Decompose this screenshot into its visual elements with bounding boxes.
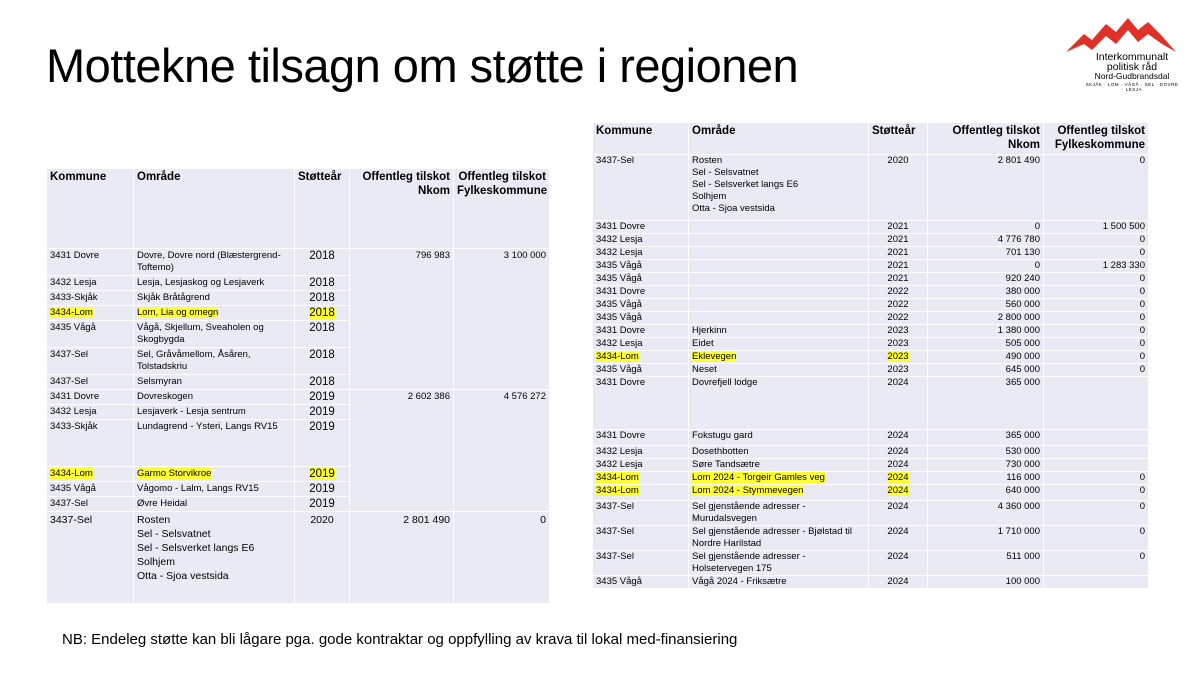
year-cell: 2018 (295, 291, 350, 306)
kommune-cell: 3437-Sel (593, 526, 689, 551)
year-cell: 2024 (869, 459, 928, 472)
table-row (593, 430, 1149, 446)
highlight-mark: 2018 (309, 307, 335, 319)
kommune-cell: 3435 Vågå (593, 364, 689, 377)
omrade-cell: Selsmyran (134, 375, 295, 390)
year-cell (869, 351, 928, 364)
omrade-cell (689, 247, 869, 260)
kommune-cell: 3437-Sel (593, 155, 689, 221)
kommune-cell (593, 351, 689, 364)
kommune-cell: 3437-Sel (593, 501, 689, 526)
year-cell: 2018 (295, 276, 350, 291)
kommune-cell: 3435 Vågå (47, 321, 134, 348)
omrade-cell (689, 260, 869, 273)
year-cell: 2020 (869, 155, 928, 221)
fylke-cell: 0 (1044, 351, 1149, 364)
kommune-cell: 3431 Dovre (593, 430, 689, 446)
table-row (593, 273, 1149, 286)
year-cell: 2018 (295, 348, 350, 375)
highlight-mark: Lom 2024 - Torgeir Gamles veg (692, 472, 825, 483)
fylke-cell (1044, 430, 1149, 446)
table-row (593, 485, 1149, 501)
fylke-cell (1044, 377, 1149, 430)
table-row (593, 260, 1149, 273)
omrade-cell (689, 312, 869, 325)
fylke-cell: 0 (1044, 551, 1149, 576)
area-line: Sel - Selsverket langs E6 (137, 542, 255, 554)
table-row (593, 247, 1149, 260)
nkom-cell: 2 801 490 (928, 155, 1044, 221)
kommune-cell: 3435 Vågå (47, 482, 134, 497)
logo-line-3: Nord-Gudbrandsdal (1094, 71, 1170, 81)
omrade-cell (134, 512, 295, 604)
grants-table-2018-2020 (46, 168, 550, 604)
year-cell: 2022 (869, 299, 928, 312)
fylke-cell: 0 (1044, 247, 1149, 260)
table-row (593, 501, 1149, 526)
highlight-mark: 3434-Lom (596, 472, 639, 483)
logo-line-4: SKJÅK · LOM · VÅGÅ · SEL · DOVRE · LESJA (1085, 82, 1179, 92)
fylke-cell: 0 (1044, 273, 1149, 286)
area-line: Sel - Selsvatnet (137, 528, 211, 540)
omrade-cell (689, 286, 869, 299)
nkom-cell: 701 130 (928, 247, 1044, 260)
omrade-cell (134, 467, 295, 482)
table-row (593, 364, 1149, 377)
year-cell: 2024 (869, 576, 928, 589)
omrade-cell (689, 299, 869, 312)
table-row (593, 338, 1149, 351)
year-cell: 2024 (869, 501, 928, 526)
nkom-cell: 490 000 (928, 351, 1044, 364)
kommune-cell: 3432 Lesja (47, 405, 134, 420)
fylke-cell: 3 100 000 (454, 249, 550, 390)
nkom-cell: 505 000 (928, 338, 1044, 351)
omrade-cell: Dovre, Dovre nord (Blæstergrend-Toftemo) (134, 249, 295, 276)
fylke-cell: 0 (1044, 286, 1149, 299)
nkom-cell: 0 (928, 260, 1044, 273)
omrade-cell: Vågå, Skjellum, Sveaholen og Skogbygda (134, 321, 295, 348)
omrade-cell: Neset (689, 364, 869, 377)
page-title: Mottekne tilsagn om støtte i regionen (46, 39, 799, 92)
table-body (593, 155, 1149, 589)
kommune-cell: 3431 Dovre (593, 377, 689, 430)
fylke-cell: 0 (1044, 501, 1149, 526)
highlight-mark: 3434-Lom (596, 351, 639, 362)
fylke-cell: 0 (1044, 155, 1149, 221)
year-cell: 2018 (295, 375, 350, 390)
fylke-cell: 1 500 500 (1044, 221, 1149, 234)
kommune-cell: 3435 Vågå (593, 312, 689, 325)
year-cell: 2024 (869, 446, 928, 459)
omrade-cell (134, 306, 295, 321)
col-header-omrade: Område (689, 123, 869, 155)
year-cell: 2022 (869, 312, 928, 325)
nkom-cell: 560 000 (928, 299, 1044, 312)
kommune-cell: 3433-Skjåk (47, 291, 134, 306)
omrade-cell: Sel gjenstående adresser - Holsetervegen 175 (689, 551, 869, 576)
kommune-cell: 3432 Lesja (593, 338, 689, 351)
kommune-cell: 3437-Sel (47, 497, 134, 512)
nkom-cell: 380 000 (928, 286, 1044, 299)
year-cell (869, 485, 928, 501)
kommune-cell: 3431 Dovre (593, 325, 689, 338)
logo-line-1: Interkommunalt (1095, 51, 1169, 63)
nkom-cell: 640 000 (928, 485, 1044, 501)
omrade-cell: Fokstugu gard (689, 430, 869, 446)
kommune-cell: 3435 Vågå (593, 260, 689, 273)
table-row (47, 512, 550, 604)
highlight-mark: 3434-Lom (50, 307, 93, 318)
nkom-cell: 365 000 (928, 377, 1044, 430)
table-row (593, 325, 1149, 338)
table-row (593, 221, 1149, 234)
fylke-cell (1044, 446, 1149, 459)
year-cell: 2024 (869, 551, 928, 576)
year-cell: 2024 (869, 430, 928, 446)
omrade-cell: Søre Tandsætre (689, 459, 869, 472)
area-line: Solhjem (692, 191, 727, 202)
omrade-cell: Lesja, Lesjaskog og Lesjaverk (134, 276, 295, 291)
fylke-cell: 0 (1044, 485, 1149, 501)
nkom-cell: 100 000 (928, 576, 1044, 589)
omrade-cell (689, 234, 869, 247)
omrade-cell: Vågå 2024 - Friksætre (689, 576, 869, 589)
highlight-mark: 2024 (887, 485, 909, 496)
omrade-cell (689, 472, 869, 485)
table-row (593, 446, 1149, 459)
table-row (593, 351, 1149, 364)
area-line: Solhjem (137, 556, 175, 568)
col-header-nkom: Offentleg tilskot Nkom (350, 169, 454, 249)
omrade-cell: Sel, Gråvåmellom, Åsåren, Tolstadskriu (134, 348, 295, 375)
year-cell: 2021 (869, 247, 928, 260)
kommune-cell: 3437-Sel (47, 348, 134, 375)
table-row (593, 234, 1149, 247)
omrade-cell: Lesjaverk - Lesja sentrum (134, 405, 295, 420)
area-line: Otta - Sjoa vestsida (137, 570, 229, 582)
col-header-omrade: Område (134, 169, 295, 249)
omrade-cell: Øvre Heidal (134, 497, 295, 512)
year-cell: 2019 (295, 390, 350, 405)
omrade-cell (689, 273, 869, 286)
col-header-nkom: Offentleg tilskot Nkom (928, 123, 1044, 155)
highlight-mark: Lom 2024 - Stymmevegen (692, 485, 804, 496)
highlight-mark: 3434-Lom (596, 485, 639, 496)
nkom-cell: 730 000 (928, 459, 1044, 472)
year-cell: 2021 (869, 234, 928, 247)
table-row (593, 576, 1149, 589)
fylke-cell: 0 (1044, 299, 1149, 312)
highlight-mark: 2023 (887, 351, 909, 362)
fylke-cell: 0 (1044, 312, 1149, 325)
area-line: Rosten (692, 155, 723, 166)
kommune-cell: 3432 Lesja (593, 446, 689, 459)
kommune-cell: 3437-Sel (593, 551, 689, 576)
omrade-cell: Lundagrend - Ysteri, Langs RV15 (134, 420, 295, 467)
table-header-row (593, 123, 1149, 155)
nkom-cell: 4 360 000 (928, 501, 1044, 526)
area-line: Sel - Selsvatnet (692, 167, 759, 178)
nkom-cell: 0 (928, 221, 1044, 234)
logo-line-2: politisk råd (1106, 61, 1158, 73)
fylke-cell: 0 (1044, 364, 1149, 377)
kommune-cell: 3435 Vågå (593, 576, 689, 589)
kommune-cell: 3432 Lesja (593, 459, 689, 472)
fylke-cell: 0 (1044, 526, 1149, 551)
table-row (47, 390, 550, 405)
nkom-cell: 2 800 000 (928, 312, 1044, 325)
highlight-mark: 2019 (309, 468, 335, 480)
nkom-cell: 796 983 (350, 249, 454, 390)
kommune-cell: 3432 Lesja (593, 247, 689, 260)
year-cell: 2019 (295, 405, 350, 420)
fylke-cell (1044, 576, 1149, 589)
nkom-cell: 2 801 490 (350, 512, 454, 604)
year-cell: 2019 (295, 482, 350, 497)
table-row (593, 459, 1149, 472)
omrade-cell (689, 221, 869, 234)
kommune-cell: 3431 Dovre (593, 286, 689, 299)
table-row (593, 472, 1149, 485)
nkom-cell: 2 602 386 (350, 390, 454, 512)
col-header-stottear: Støtteår (869, 123, 928, 155)
kommune-cell: 3435 Vågå (593, 273, 689, 286)
omrade-cell: Sel gjenstående adresser - Bjølstad til Nordre Harilstad (689, 526, 869, 551)
year-cell: 2021 (869, 221, 928, 234)
year-cell: 2023 (869, 325, 928, 338)
year-cell: 2021 (869, 260, 928, 273)
table-row (593, 526, 1149, 551)
kommune-cell: 3437-Sel (47, 512, 134, 604)
table-row (593, 551, 1149, 576)
table-body (47, 249, 550, 604)
kommune-cell: 3433-Skjåk (47, 420, 134, 467)
omrade-cell (689, 485, 869, 501)
kommune-cell (593, 485, 689, 501)
ipr-logo (1062, 14, 1180, 94)
year-cell: 2018 (295, 321, 350, 348)
nkom-cell: 511 000 (928, 551, 1044, 576)
fylke-cell: 1 283 330 (1044, 260, 1149, 273)
year-cell (295, 467, 350, 482)
table-row (593, 377, 1149, 430)
omrade-cell: Dovrefjell lodge (689, 377, 869, 430)
nkom-cell: 1 710 000 (928, 526, 1044, 551)
kommune-cell: 3431 Dovre (47, 390, 134, 405)
year-cell: 2020 (295, 512, 350, 604)
nkom-cell: 530 000 (928, 446, 1044, 459)
nkom-cell: 365 000 (928, 430, 1044, 446)
table-row (593, 286, 1149, 299)
year-cell: 2019 (295, 497, 350, 512)
nkom-cell: 1 380 000 (928, 325, 1044, 338)
table-row (593, 312, 1149, 325)
table-row (593, 299, 1149, 312)
col-header-fylke: Offentleg tilskot Fylkeskommune (1044, 123, 1149, 155)
kommune-cell: 3435 Vågå (593, 299, 689, 312)
highlight-mark: 3434-Lom (50, 468, 93, 479)
col-header-fylke: Offentleg tilskot Fylkeskommune (454, 169, 550, 249)
year-cell: 2019 (295, 420, 350, 467)
kommune-cell (47, 467, 134, 482)
omrade-cell: Skjåk Bråtågrend (134, 291, 295, 306)
kommune-cell (47, 306, 134, 321)
area-line: Sel - Selsverket langs E6 (692, 179, 799, 190)
year-cell: 2018 (295, 249, 350, 276)
omrade-cell: Vågomo - Lalm, Langs RV15 (134, 482, 295, 497)
year-cell: 2022 (869, 286, 928, 299)
omrade-cell: Eidet (689, 338, 869, 351)
kommune-cell: 3437-Sel (47, 375, 134, 390)
fylke-cell (1044, 459, 1149, 472)
year-cell: 2021 (869, 273, 928, 286)
kommune-cell: 3431 Dovre (593, 221, 689, 234)
year-cell (869, 472, 928, 485)
kommune-cell (593, 472, 689, 485)
col-header-kommune: Kommune (593, 123, 689, 155)
omrade-cell (689, 351, 869, 364)
fylke-cell: 0 (1044, 338, 1149, 351)
highlight-mark: Lom, Lia og omegn (137, 307, 219, 318)
omrade-cell: Hjerkinn (689, 325, 869, 338)
kommune-cell: 3432 Lesja (47, 276, 134, 291)
nkom-cell: 920 240 (928, 273, 1044, 286)
omrade-cell: Dovreskogen (134, 390, 295, 405)
fylke-cell: 4 576 272 (454, 390, 550, 512)
omrade-cell: Dosethbotten (689, 446, 869, 459)
mountain-logo-icon (1066, 14, 1176, 54)
fylke-cell: 0 (454, 512, 550, 604)
year-cell (295, 306, 350, 321)
table-header-row (47, 169, 550, 249)
nkom-cell: 4 776 780 (928, 234, 1044, 247)
table-row (593, 155, 1149, 221)
highlight-mark: Garmo Storvikroe (137, 468, 212, 479)
kommune-cell: 3432 Lesja (593, 234, 689, 247)
highlight-mark: Eklevegen (692, 351, 737, 362)
omrade-cell: Sel gjenstående adresser - Murudalsvegen (689, 501, 869, 526)
nkom-cell: 116 000 (928, 472, 1044, 485)
highlight-mark: 2024 (887, 472, 909, 483)
year-cell: 2024 (869, 377, 928, 430)
col-header-stottear: Støtteår (295, 169, 350, 249)
area-line: Rosten (137, 514, 171, 526)
nkom-cell: 645 000 (928, 364, 1044, 377)
fylke-cell: 0 (1044, 472, 1149, 485)
kommune-cell: 3431 Dovre (47, 249, 134, 276)
grants-table-2020-2024 (592, 122, 1149, 589)
col-header-kommune: Kommune (47, 169, 134, 249)
table-row (47, 249, 550, 276)
area-line: Otta - Sjoa vestsida (692, 203, 775, 214)
year-cell: 2024 (869, 526, 928, 551)
year-cell: 2023 (869, 364, 928, 377)
omrade-cell (689, 155, 869, 221)
fylke-cell: 0 (1044, 234, 1149, 247)
fylke-cell: 0 (1044, 325, 1149, 338)
year-cell: 2023 (869, 338, 928, 351)
footnote: NB: Endeleg støtte kan bli lågare pga. gode kontraktar og oppfylling av krava til lokal med-finansiering (62, 631, 738, 648)
